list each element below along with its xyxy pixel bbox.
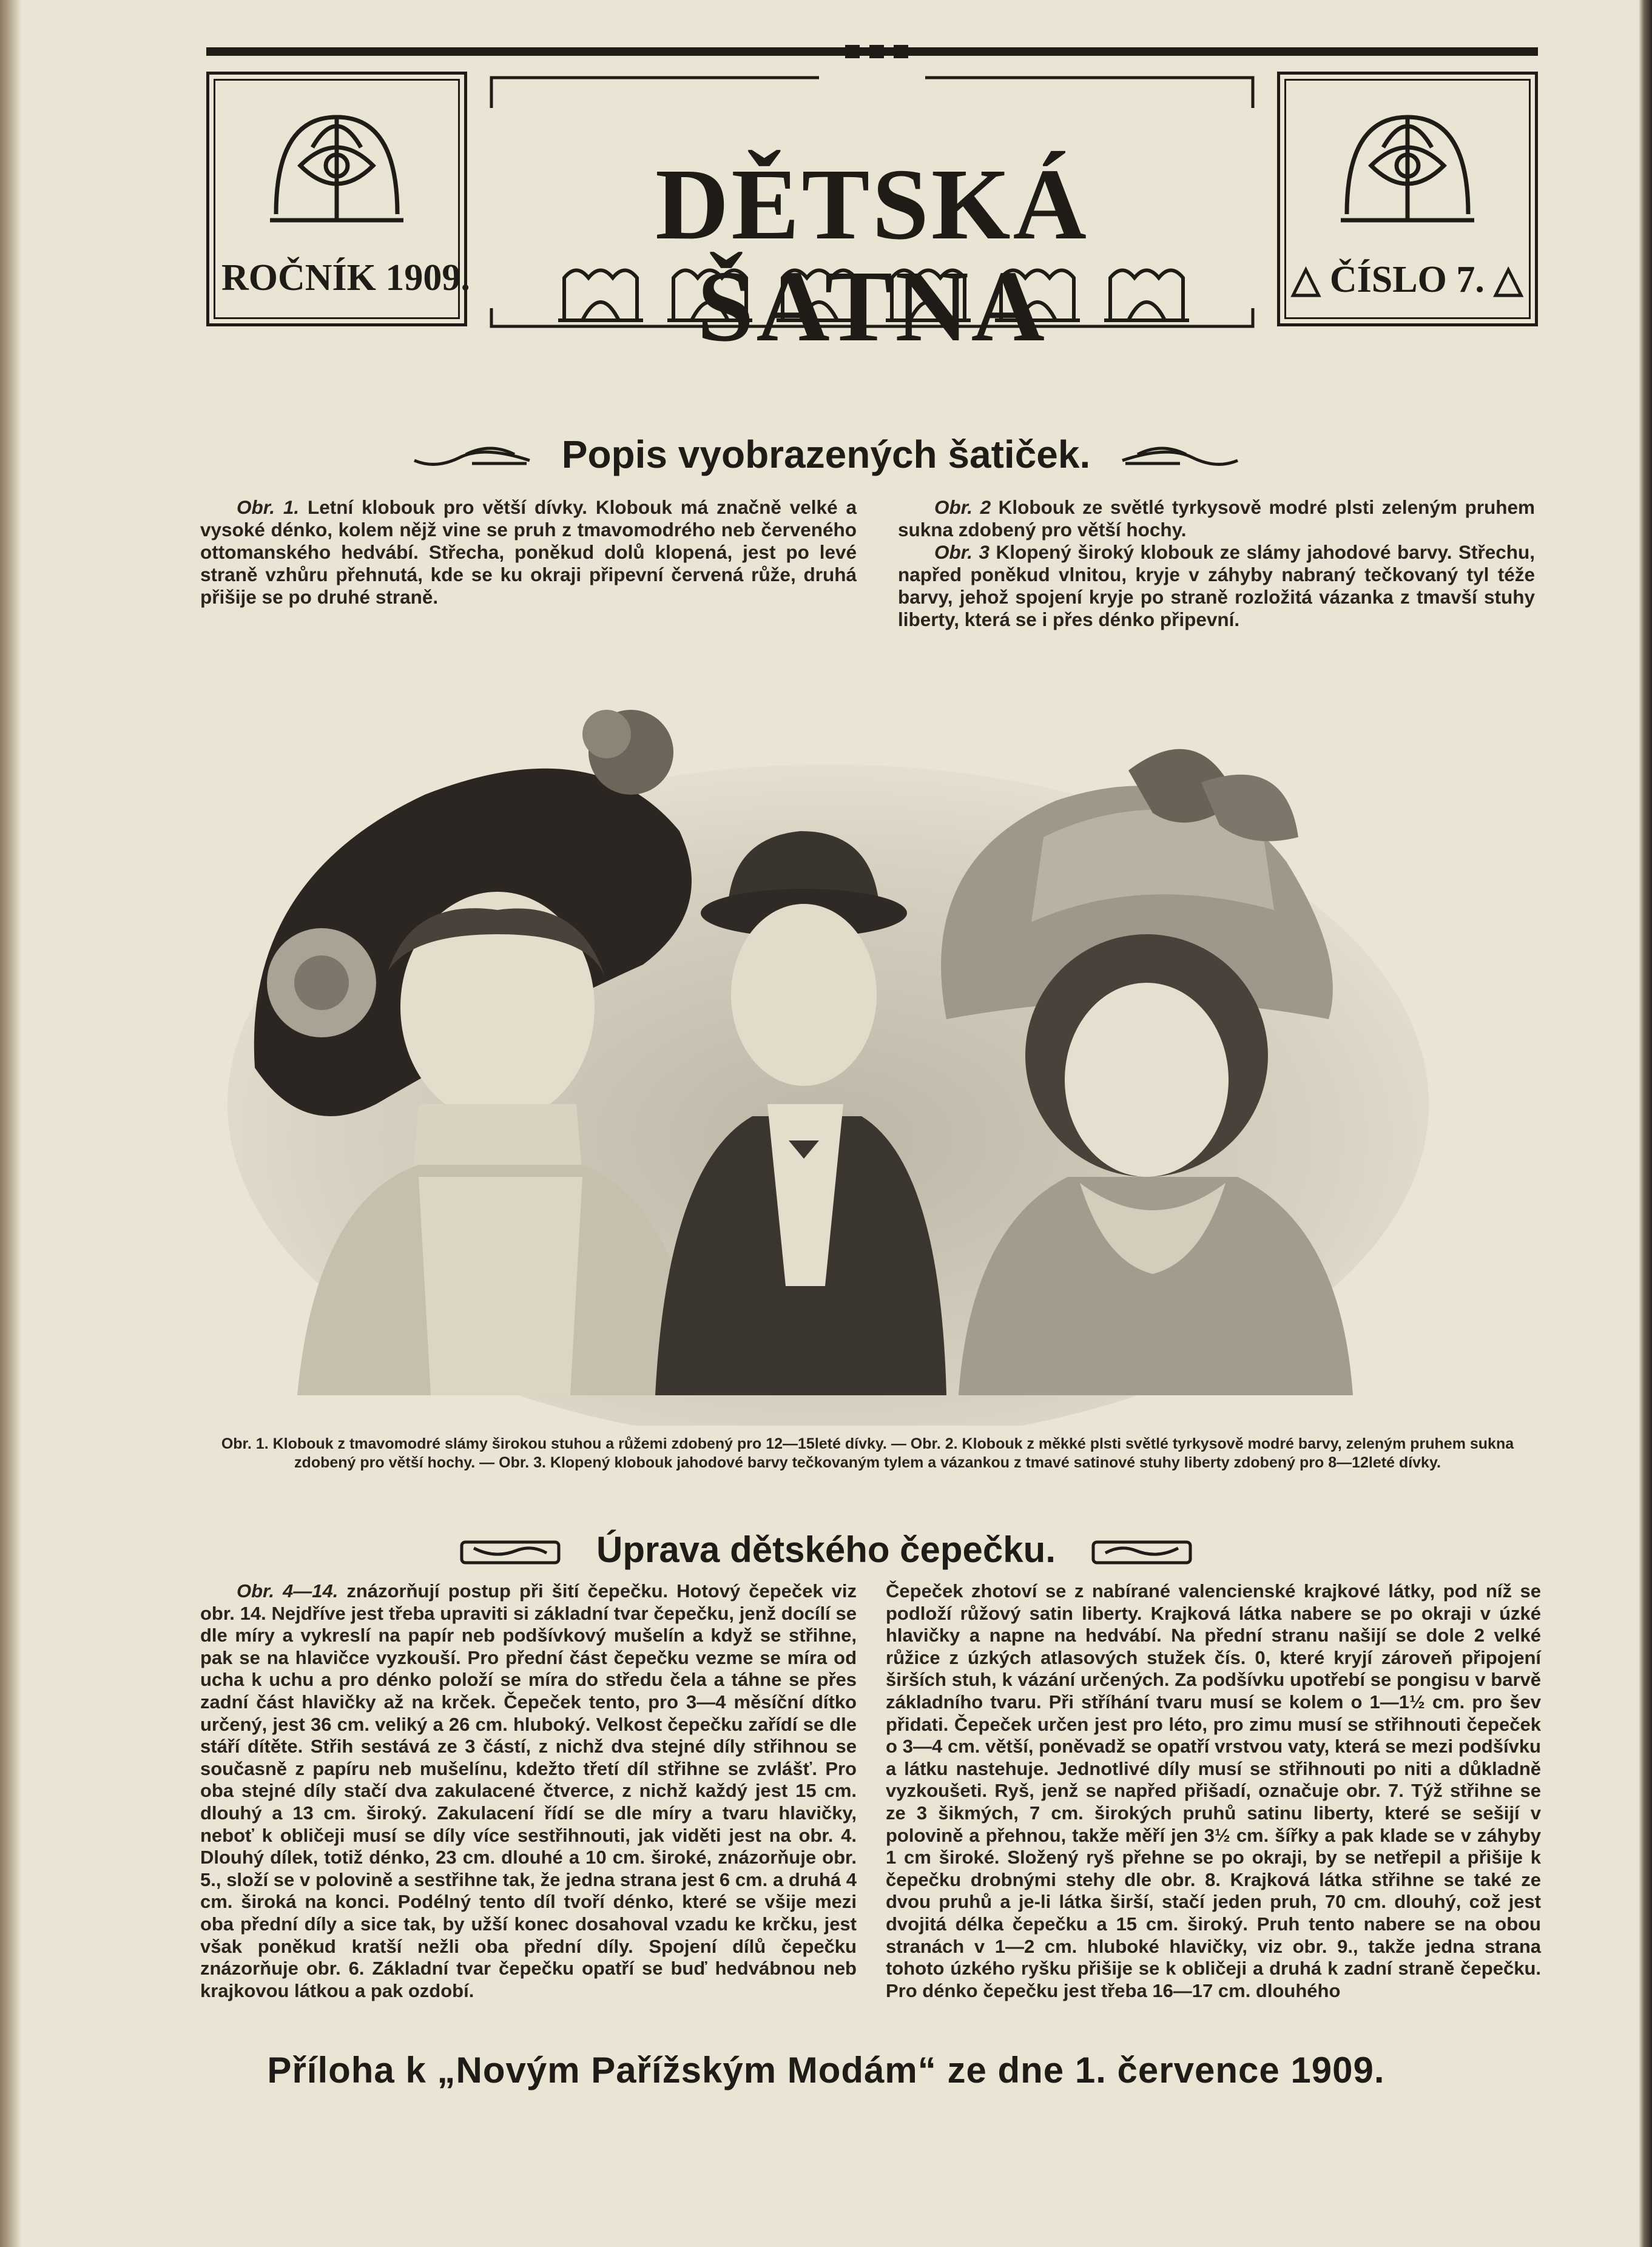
section-heading-text: Popis vyobrazených šatiček. xyxy=(561,433,1091,476)
bonnet-left-column xyxy=(200,1580,857,2002)
paragraph-text: Letní klobouk pro větší dívky. Klobouk má značně velké a vysoké dénko, kolem nějž vine se pruh z tmavomodrého neb červeného ottomanského hedvábí. Střecha, poněkud dolů klopená, jest po levé straně vzhůru přehnutá, kde se ku okraji připevní červená růže, druhá přišije se po druhé straně. xyxy=(200,496,857,608)
paragraph-text: Klobouk ze světlé tyrkysově modré plsti zeleným pruhem sukna zdobený pro větší hochy. xyxy=(898,496,1535,541)
masthead-title-panel xyxy=(479,72,1265,363)
volume-year: ROČNÍK 1909. xyxy=(221,257,470,298)
flourish-left-icon xyxy=(411,442,533,473)
flourish-right-icon xyxy=(1119,442,1241,473)
descriptions-left-column xyxy=(200,496,857,608)
tulip-border-icon xyxy=(552,260,1195,326)
floral-ornament-icon xyxy=(264,93,410,232)
issue-number: △ ČÍSLO 7. △ xyxy=(1291,259,1523,300)
paragraph xyxy=(886,1580,1541,2002)
masthead-right-panel xyxy=(1277,72,1538,326)
paragraph-text: znázorňují postup při šití čepečku. Hotový čepeček viz obr. 14. Nejdříve jest třeba upraviti si základní tvar čepečku, jenž docílí se dle míry a vykreslí na papír neb podšívkový mušelín a když se střihne, pak se na hlavičce vyzkouší. Pro přední část čepečku vezme se míra od ucha k uchu a pro dénko položí se míra do středu čela a táhne se přes zadní část hlavičky až na krček. Čepeček tento, pro 3—4 měsíční dítko určený, jest 36 cm. veliký a 26 cm. hluboký. Velkost čepečku zařídí se dle stáří dítěte. Střih sestává ze 3 částí, z nichž dva stejné díly střihnou se současně z papíru neb mušelínu, kdežto třetí díl střihne se zvlášť. Pro oba stejné díly stačí dva zakulacené čtverce, z nichž každý jest 15 cm. dlouhý a 13 cm. široký. Zakulacení řídí se dle míry a tvaru hlavičky, neboť k obličeji musí se díly více sestřihnouti, jak viděti jest na obr. 4. Dlouhý dílek, totiž dénko, 23 cm. dlouhé a 10 cm. široké, znázorňuje obr. 5., složí se v polovině a sestřihne tak, že jedna strana jest 6 cm. a druhá 4 cm. široká na konci. Podélný tento díl tvoří dénko, které se všije mezi oba přední díly a sice tak, by užší konec dosahoval vzadu ke krčku, jest však poněkud kratší nežli oba přední díly. Spojení dílů čepečku znázorňuje obr. 6. Základní tvar čepečku opatří se buď hedvábnou neb krajkovou látkou a pak ozdobí. xyxy=(200,1580,857,2001)
masthead xyxy=(206,47,1538,363)
masthead-left-panel xyxy=(206,72,470,326)
paragraph-text: Klopený široký klobouk ze slámy jahodové barvy. Střechu, napřed poněkud vlnitou, kryje v záhyby nabraný tečkovaný tyl téže barvy, jehož spojení kryje po straně rozložitá vázanka z tmavší stuhy liberty, která se i přes dénko připevní. xyxy=(898,541,1535,630)
descriptions-right-column xyxy=(898,496,1535,631)
fashion-illustration xyxy=(218,679,1438,1426)
figure-ref: Obr. 3 xyxy=(934,541,990,563)
paragraph xyxy=(898,496,1535,541)
paragraph xyxy=(200,496,857,608)
masthead-dots-ornament xyxy=(840,45,913,61)
section-heading-descriptions xyxy=(0,432,1652,477)
paragraph xyxy=(898,541,1535,631)
figure-ref: Obr. 2 xyxy=(934,496,991,518)
supplement-footer: Příloha k „Novým Pařížským Modám“ ze dne 1. července 1909. xyxy=(267,2050,1385,2090)
figure-ref: Obr. 1. xyxy=(237,496,300,518)
section-heading-text: Úprava dětského čepečku. xyxy=(596,1529,1056,1570)
figure-ref: Obr. 4—14. xyxy=(237,1580,339,1602)
section-heading-bonnet xyxy=(0,1529,1652,1571)
scroll-ornament-right-icon xyxy=(1090,1537,1193,1568)
page-right-edge xyxy=(1639,0,1652,2247)
figure-caption: Obr. 1. Klobouk z tmavomodré slámy širokou stuhou a růžemi zdobený pro 12—15leté dívky. — Obr. 2. Klobouk z měkké plsti světlé tyrkysově modré barvy, zeleným pruhem sukna zdobený pro větší hochy. — Obr. 3. Klopený klobouk jahodové barvy tečkovaným tylem a vázankou z tmavé satinové stuhy liberty zdobený pro 8—12leté dívky. xyxy=(221,1435,1514,1471)
paragraph-text: Čepeček zhotoví se z nabírané valencienské krajkové látky, pod níž se podloží růžový satin liberty. Krajková látka nabere se po okraji v úzké hlavičky a napne na hedvábí. Na přední stranu našijí se dole 2 velké růžice z úzkých atlasových stužek čís. 0, které kryjí zároveň připojení širších stuh, k vázání určených. Za podšívku upotřebí se pongisu v barvě základního tvaru. Při stříhání tvaru musí se kolem o 1—1½ cm. pro šev přidati. Čepeček určen jest pro léto, pro zimu musí se střihnouti čepeček o 3—4 cm. větší, poněvadž se opatří vrstvou vaty, která se mezi podšívku a látku nastehuje. Jednotlivé díly musí se střihnouti po niti a důkladně vyzkoušeti. Ryš, jenž se napřed přišadí, označuje obr. 7. Týž střihne se ze 3 šikmých, 7 cm. širokých pruhů satinu liberty, které se sešijí v polovině a přehnou, takže měří jen 3½ cm. šířky a pak klade se v záhyby 1 cm široké. Složený ryš přehne se po okraji, by se netřepil a přišije k čepečku drobnými stehy dle obr. 8. Krajková látka střihne se také ze dvou pruhů a je-li látka širší, stačí jeden pruh, 70 cm. dlouhý, což jest dvojitá délka čepečku a 15 cm. široký. Pruh tento nabere se na obou stranách v 1—2 cm. hluboké hlavičky, viz obr. 9., takže jedna strana tohoto úzkého ryšku přišije se k obličeji a druhá k zadní straně čepečku. Pro dénko čepečku jest třeba 16—17 cm. dlouhého xyxy=(886,1580,1541,2001)
page-binding-edge xyxy=(0,0,22,2247)
floral-ornament-icon xyxy=(1335,93,1480,232)
magazine-title: DĚTSKÁ ŠATNA xyxy=(655,148,1089,363)
scroll-ornament-left-icon xyxy=(459,1537,562,1568)
paragraph xyxy=(200,1580,857,2002)
bonnet-right-column xyxy=(886,1580,1541,2002)
